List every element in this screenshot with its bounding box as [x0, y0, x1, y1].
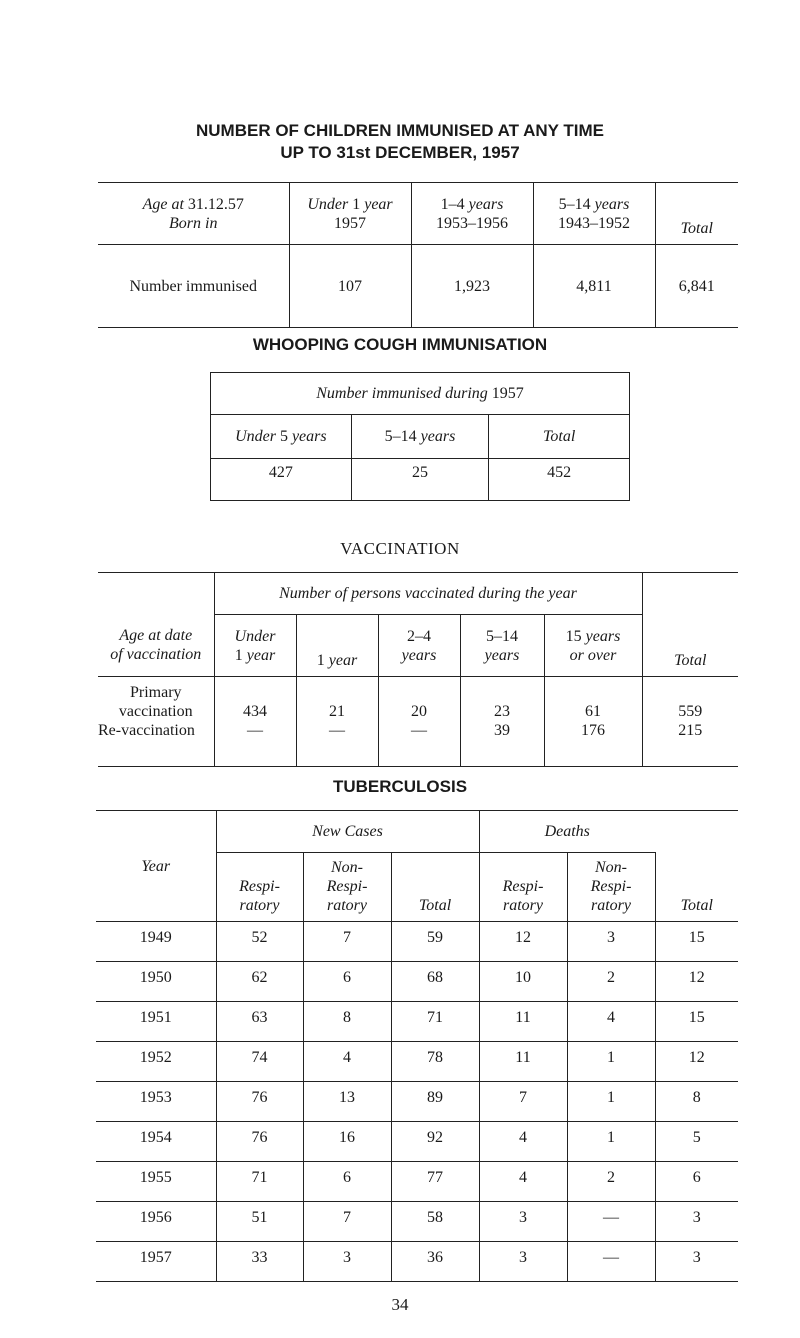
tuberculosis-header-new-resp: Respi- ratory — [216, 853, 303, 922]
tuberculosis-header-blank — [655, 811, 738, 853]
tuberculosis-cell: 71 — [216, 1162, 303, 1202]
vaccination-header-age: Age at date of vaccination — [98, 615, 214, 677]
tuberculosis-cell: 2 — [567, 962, 655, 1002]
vaccination-row-labels: Primary vaccination Re-vaccination — [98, 677, 214, 767]
tuberculosis-year-cell: 1956 — [96, 1202, 216, 1242]
immunised-header-1-4: 1–4 years 1953–1956 — [411, 183, 533, 245]
vaccination-header-total: Total — [642, 615, 738, 677]
immunised-title — [0, 120, 800, 164]
tuberculosis-cell: 76 — [216, 1122, 303, 1162]
vaccination-header-2-4: 2–4 years — [378, 615, 460, 677]
vaccination-col-1yr: 21 — — [296, 677, 378, 767]
immunised-header-5-14: 5–14 years 1943–1952 — [533, 183, 655, 245]
tuberculosis-cell: 74 — [216, 1042, 303, 1082]
table-row — [96, 1122, 738, 1162]
tuberculosis-cell: 7 — [479, 1082, 567, 1122]
tuberculosis-year-cell: 1951 — [96, 1002, 216, 1042]
vaccination-title: VACCINATION — [340, 539, 460, 558]
tuberculosis-header-deaths-nonresp: Non- Respi- ratory — [567, 853, 655, 922]
whooping-header-under5: Under 5 years — [211, 415, 352, 459]
immunised-cell: 107 — [289, 245, 411, 328]
tuberculosis-cell: 92 — [391, 1122, 479, 1162]
tuberculosis-cell: 12 — [655, 1042, 738, 1082]
table-row — [96, 1162, 738, 1202]
tuberculosis-cell: 58 — [391, 1202, 479, 1242]
table-row — [96, 962, 738, 1002]
tuberculosis-title: TUBERCULOSIS — [332, 777, 468, 796]
vaccination-group-header: Number of persons vaccinated during the year — [214, 573, 642, 615]
tuberculosis-cell: 15 — [655, 1002, 738, 1042]
table-row — [96, 1082, 738, 1122]
tuberculosis-cell: 12 — [479, 922, 567, 962]
vaccination-col-15-over: 61 176 — [544, 677, 642, 767]
vaccination-header-1yr: 1 year — [296, 615, 378, 677]
tuberculosis-cell: 71 — [391, 1002, 479, 1042]
tuberculosis-header-year: Year — [96, 811, 216, 922]
tuberculosis-cell: 36 — [391, 1242, 479, 1282]
tuberculosis-header-deaths: Deaths — [479, 811, 655, 853]
tuberculosis-cell: 1 — [567, 1082, 655, 1122]
immunised-cell: 4,811 — [533, 245, 655, 328]
tuberculosis-cell: 16 — [303, 1122, 391, 1162]
immunised-cell: 1,923 — [411, 245, 533, 328]
tuberculosis-year-cell: 1950 — [96, 962, 216, 1002]
tuberculosis-header-new-total: Total — [391, 853, 479, 922]
tuberculosis-cell: 3 — [655, 1242, 738, 1282]
immunised-header-age: Age at 31.12.57 Born in — [98, 183, 289, 245]
tuberculosis-cell: — — [567, 1242, 655, 1282]
tuberculosis-cell: 6 — [303, 962, 391, 1002]
tuberculosis-cell: 11 — [479, 1042, 567, 1082]
tuberculosis-cell: 6 — [303, 1162, 391, 1202]
whooping-group-header: Number immunised during 1957 — [211, 373, 630, 415]
tuberculosis-cell: 3 — [479, 1202, 567, 1242]
whooping-cell: 25 — [351, 459, 489, 501]
whooping-cell: 452 — [489, 459, 630, 501]
whooping-table — [210, 372, 630, 501]
tuberculosis-cell: 3 — [303, 1242, 391, 1282]
tuberculosis-year-cell: 1953 — [96, 1082, 216, 1122]
tuberculosis-cell: 77 — [391, 1162, 479, 1202]
vaccination-col-2-4: 20 — — [378, 677, 460, 767]
tuberculosis-cell: 11 — [479, 1002, 567, 1042]
tuberculosis-year-cell: 1954 — [96, 1122, 216, 1162]
vaccination-col-under1: 434 — — [214, 677, 296, 767]
tuberculosis-cell: 51 — [216, 1202, 303, 1242]
tuberculosis-year-cell: 1957 — [96, 1242, 216, 1282]
tuberculosis-header-deaths-total: Total — [655, 853, 738, 922]
whooping-cell: 427 — [211, 459, 352, 501]
tuberculosis-body — [96, 922, 738, 1282]
tuberculosis-header-new-nonresp: Non- Respi- ratory — [303, 853, 391, 922]
tuberculosis-cell: 5 — [655, 1122, 738, 1162]
tuberculosis-cell: 1 — [567, 1042, 655, 1082]
tuberculosis-cell: 62 — [216, 962, 303, 1002]
tuberculosis-cell: — — [567, 1202, 655, 1242]
tuberculosis-cell: 4 — [479, 1162, 567, 1202]
vaccination-col-total: 559 215 — [642, 677, 738, 767]
tuberculosis-cell: 2 — [567, 1162, 655, 1202]
tuberculosis-cell: 8 — [655, 1082, 738, 1122]
immunised-table — [98, 182, 738, 328]
tuberculosis-cell: 13 — [303, 1082, 391, 1122]
immunised-header-total: Total — [655, 183, 738, 245]
tuberculosis-year-cell: 1955 — [96, 1162, 216, 1202]
tuberculosis-cell: 1 — [567, 1122, 655, 1162]
vaccination-header-under1: Under 1 year — [214, 615, 296, 677]
vaccination-header-5-14: 5–14 years — [460, 615, 544, 677]
tuberculosis-cell: 33 — [216, 1242, 303, 1282]
table-row — [96, 922, 738, 962]
immunised-row-label: Number immunised — [98, 245, 289, 328]
immunised-title-line1: NUMBER OF CHILDREN IMMUNISED AT ANY TIME — [196, 121, 604, 140]
table-row — [96, 1202, 738, 1242]
tuberculosis-cell: 8 — [303, 1002, 391, 1042]
tuberculosis-table — [96, 810, 738, 1282]
table-row — [96, 1242, 738, 1282]
tuberculosis-cell: 76 — [216, 1082, 303, 1122]
tuberculosis-cell: 6 — [655, 1162, 738, 1202]
tuberculosis-cell: 10 — [479, 962, 567, 1002]
tuberculosis-cell: 15 — [655, 922, 738, 962]
tuberculosis-cell: 4 — [479, 1122, 567, 1162]
whooping-header-5-14: 5–14 years — [351, 415, 489, 459]
tuberculosis-cell: 3 — [567, 922, 655, 962]
tuberculosis-cell: 3 — [479, 1242, 567, 1282]
whooping-title: WHOOPING COUGH IMMUNISATION — [252, 335, 548, 354]
page-number: 34 — [391, 1295, 409, 1314]
immunised-header-under1: Under 1 year 1957 — [289, 183, 411, 245]
tuberculosis-cell: 7 — [303, 922, 391, 962]
tuberculosis-header-deaths-resp: Respi- ratory — [479, 853, 567, 922]
tuberculosis-cell: 7 — [303, 1202, 391, 1242]
tuberculosis-cell: 4 — [567, 1002, 655, 1042]
tuberculosis-cell: 59 — [391, 922, 479, 962]
tuberculosis-year-cell: 1949 — [96, 922, 216, 962]
tuberculosis-cell: 63 — [216, 1002, 303, 1042]
tuberculosis-cell: 68 — [391, 962, 479, 1002]
tuberculosis-cell: 89 — [391, 1082, 479, 1122]
tuberculosis-year-cell: 1952 — [96, 1042, 216, 1082]
vaccination-col-5-14: 23 39 — [460, 677, 544, 767]
vaccination-corner-right — [642, 573, 738, 615]
whooping-header-total: Total — [489, 415, 630, 459]
tuberculosis-cell: 12 — [655, 962, 738, 1002]
table-row — [96, 1042, 738, 1082]
table-row — [96, 1002, 738, 1042]
vaccination-table — [98, 572, 738, 767]
tuberculosis-cell: 52 — [216, 922, 303, 962]
tuberculosis-header-new-cases: New Cases — [216, 811, 479, 853]
immunised-title-line2: UP TO 31st DECEMBER, 1957 — [280, 143, 520, 162]
vaccination-header-15-over: 15 years or over — [544, 615, 642, 677]
vaccination-corner — [98, 573, 214, 615]
immunised-cell: 6,841 — [655, 245, 738, 328]
tuberculosis-cell: 3 — [655, 1202, 738, 1242]
tuberculosis-cell: 78 — [391, 1042, 479, 1082]
tuberculosis-cell: 4 — [303, 1042, 391, 1082]
